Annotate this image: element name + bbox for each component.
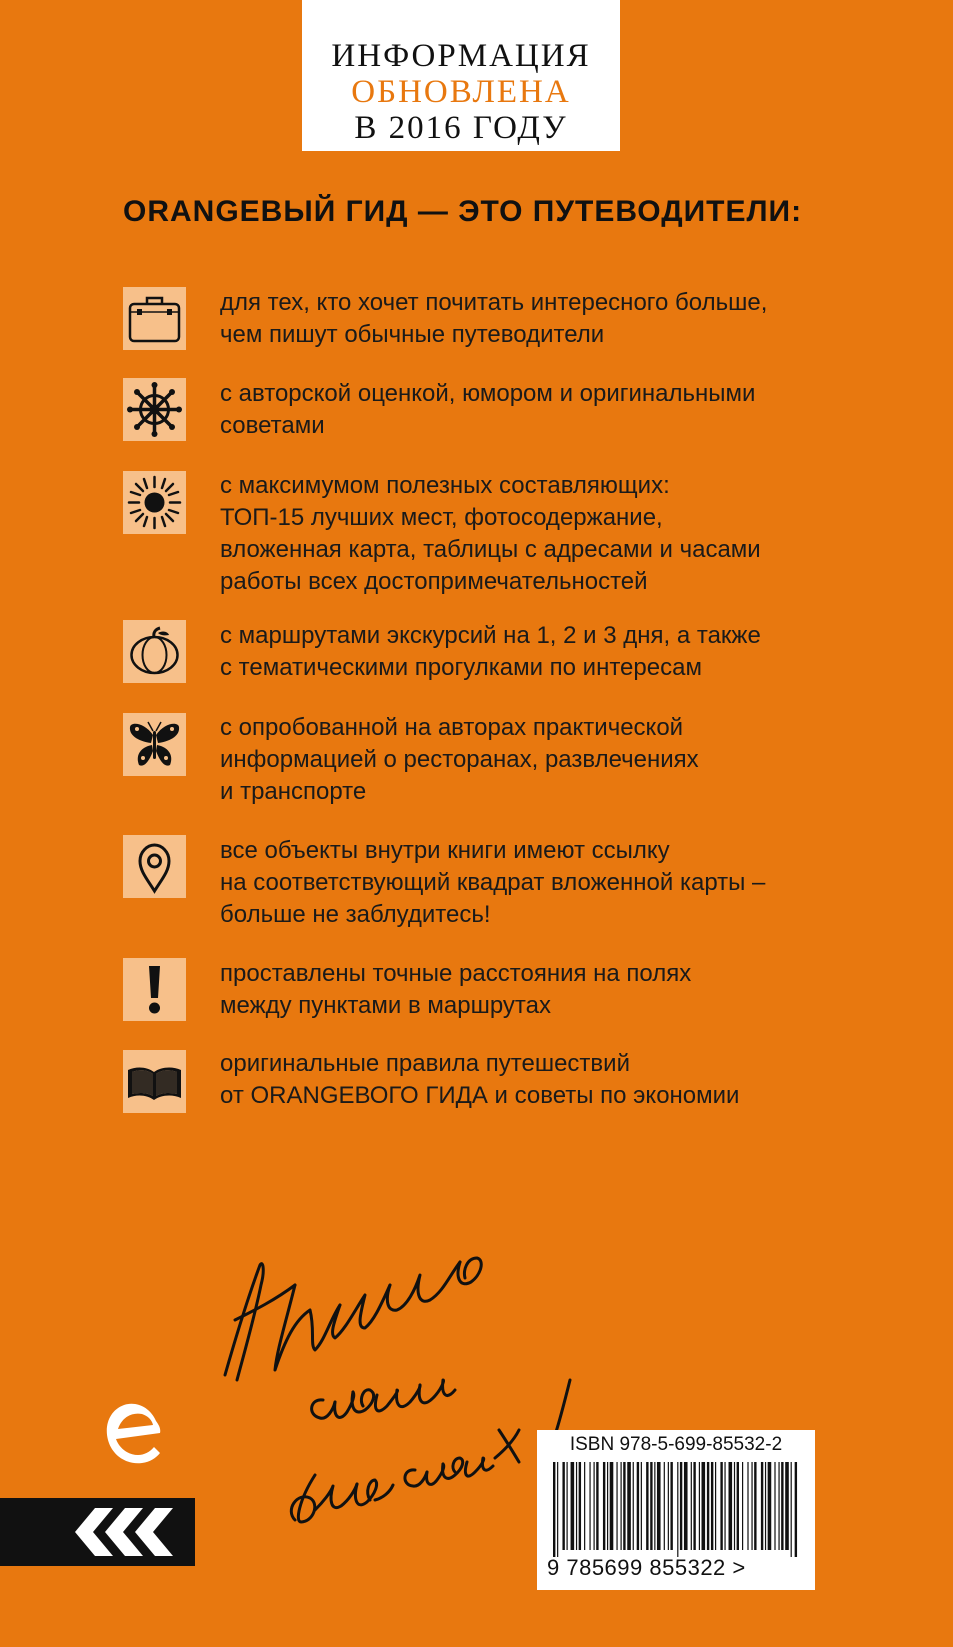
barcode-bar	[747, 1462, 748, 1550]
sun-icon	[123, 471, 186, 534]
feature-text: с опробованной на авторах практической информацией о ресторанах, развлечениях и транспорте	[220, 714, 699, 805]
barcode-bar	[684, 1462, 688, 1550]
barcode-bar	[761, 1462, 763, 1550]
badge-line-3: В 2016 ГОДУ	[354, 110, 568, 146]
barcode-bar	[781, 1462, 783, 1550]
barcode-bar	[677, 1462, 678, 1557]
barcode-bar	[621, 1462, 622, 1550]
publisher-logo	[98, 1395, 170, 1477]
barcode-bar	[594, 1462, 595, 1550]
barcode-bar	[627, 1462, 631, 1550]
barcode-bar	[596, 1462, 598, 1550]
barcode-bar	[557, 1462, 558, 1557]
barcode-bar	[664, 1462, 665, 1550]
barcode-bar	[623, 1462, 625, 1550]
barcode-bar	[607, 1462, 608, 1550]
barcode-bars	[551, 1462, 801, 1557]
barcode-bar	[670, 1462, 672, 1550]
badge-line-1: ИНФОРМАЦИЯ	[331, 38, 591, 74]
barcode-bar	[680, 1462, 682, 1550]
barcode-bar	[567, 1462, 568, 1550]
barcode-bar	[562, 1462, 564, 1550]
barcode-bar	[633, 1462, 634, 1550]
barcode-bar	[693, 1462, 695, 1550]
barcode-panel	[537, 1430, 815, 1590]
barcode-bar	[571, 1462, 575, 1550]
barcode-bar	[699, 1462, 700, 1550]
barcode-bar	[702, 1462, 706, 1550]
barcode-bar	[742, 1462, 743, 1550]
barcode-bar	[715, 1462, 716, 1550]
barcode-bar	[724, 1462, 725, 1550]
feature-text: все объекты внутри книги имеют ссылку на соответствующий квадрат вложенной карты – больше не заблудитесь!	[220, 837, 766, 928]
feature-text: с максимумом полезных составляющих: ТОП-15 лучших мест, фотосодержание, вложенная карта, таблицы с адресами и часами работы всех достопримечательностей	[220, 472, 761, 595]
barcode-bar	[637, 1462, 639, 1550]
barcode-bar	[707, 1462, 709, 1550]
barcode-bar	[657, 1462, 661, 1550]
barcode-bar	[553, 1462, 555, 1557]
pumpkin-icon	[123, 620, 186, 683]
feature-text: с авторской оценкой, юмором и оригинальными советами	[220, 380, 756, 439]
butterfly-icon	[123, 713, 186, 776]
barcode-bar	[734, 1462, 735, 1550]
info-updated-badge	[302, 0, 620, 151]
feature-text: проставлены точные расстояния на полях между пунктами в маршрутах	[220, 960, 692, 1019]
barcode-bar	[576, 1462, 577, 1550]
arrows-block	[0, 1498, 195, 1566]
barcode-bar	[785, 1462, 789, 1550]
isbn-label: ISBN 978-5-699-85532-2	[569, 1434, 783, 1455]
feature-text: для тех, кто хочет почитать интересного больше, чем пишут обычные путеводители	[220, 289, 768, 348]
barcode-bar	[737, 1462, 739, 1550]
barcode-bar	[603, 1462, 605, 1550]
barcode-bar	[774, 1462, 775, 1550]
open-book-icon	[123, 1050, 186, 1113]
barcode-bar	[778, 1462, 779, 1550]
barcode-bar	[765, 1462, 766, 1550]
barcode-bar	[791, 1462, 792, 1557]
barcode-bar	[616, 1462, 617, 1550]
barcode-bar	[754, 1462, 756, 1550]
barcode-bar	[589, 1462, 590, 1550]
feature-text: оригинальные правила путешествий от ORANGEВОГО ГИДА и советы по экономии	[220, 1050, 740, 1109]
barcode-bar	[654, 1462, 655, 1550]
barcode-bar	[691, 1462, 692, 1550]
barcode-bar	[711, 1462, 713, 1550]
barcode-bar	[729, 1462, 733, 1550]
barcode-bar	[610, 1462, 614, 1550]
barcode-bar	[650, 1462, 652, 1550]
barcode-bar	[668, 1462, 669, 1550]
badge-line-2: ОБНОВЛЕНА	[351, 74, 571, 110]
barcode-bar	[579, 1462, 581, 1550]
barcode-digits: 9 785699 855322 >	[547, 1555, 746, 1580]
ship-wheel-icon	[123, 378, 186, 441]
feature-text: с маршрутами экскурсий на 1, 2 и 3 дня, а также с тематическими прогулками по интересам	[220, 622, 761, 681]
barcode-bar	[768, 1462, 772, 1550]
barcode-bar	[720, 1462, 722, 1550]
exclamation-icon	[123, 958, 186, 1021]
suitcase-icon	[123, 287, 186, 350]
barcode-bar	[646, 1462, 648, 1550]
barcode-bar	[751, 1462, 752, 1550]
map-pin-icon	[123, 835, 186, 898]
features-heading: ORANGEВЫЙ ГИД — ЭТО ПУТЕВОДИТЕЛИ:	[123, 195, 803, 228]
barcode-bar	[584, 1462, 585, 1550]
barcode-bar	[641, 1462, 642, 1550]
barcode-bar	[795, 1462, 797, 1557]
